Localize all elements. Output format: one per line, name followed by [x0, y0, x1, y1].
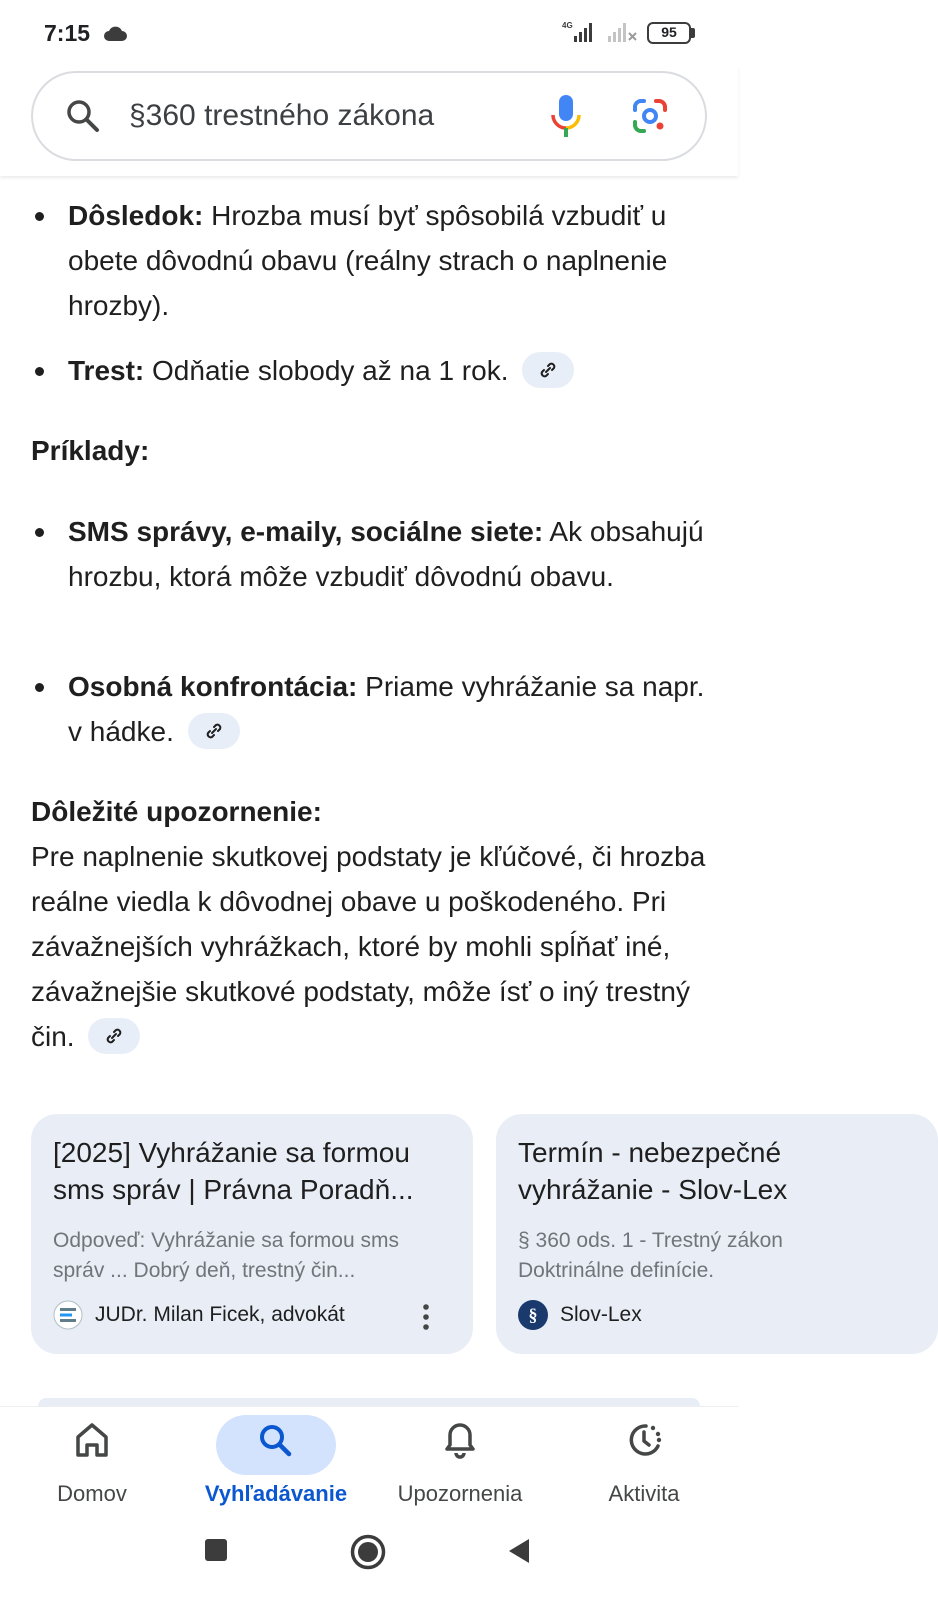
nav-item-notifications[interactable]	[380, 1407, 540, 1515]
source-card-title[interactable]: Termín - nebezpečné vyhrážanie - Slov-Lex	[518, 1137, 788, 1205]
nav-item-activity[interactable]	[564, 1407, 724, 1515]
battery-tip	[691, 28, 695, 38]
search-icon[interactable]	[65, 98, 101, 134]
important-note	[31, 834, 721, 1059]
source-link-chip[interactable]	[522, 352, 574, 388]
home-button-icon[interactable]	[350, 1534, 386, 1570]
site-logo-icon	[53, 1300, 83, 1330]
bullet-punishment	[68, 348, 718, 393]
source-card-site	[53, 1298, 345, 1332]
bullet-consequence-label: Dôsledok:	[68, 200, 204, 231]
nav-label-home: Domov	[57, 1481, 127, 1506]
svg-text:§: §	[528, 1305, 538, 1325]
microphone-icon[interactable]	[548, 93, 584, 139]
nav-label-notifications: Upozornenia	[397, 1481, 523, 1506]
source-card[interactable]	[31, 1114, 473, 1354]
bullet-punishment-text: Odňatie slobody až na 1 rok.	[144, 355, 509, 386]
important-heading: Dôležité upozornenie:	[31, 796, 322, 827]
bullet-consequence	[68, 193, 718, 328]
bullet-punishment-label: Trest:	[68, 355, 145, 386]
bell-icon	[440, 1421, 480, 1459]
source-card-snippet: § 360 ods. 1 - Trestný zákon Doktrinálne definície.	[518, 1229, 783, 1282]
source-card-site-name: Slov-Lex	[560, 1303, 642, 1326]
search-icon	[256, 1421, 296, 1459]
more-options-icon[interactable]	[421, 1302, 431, 1332]
link-icon	[104, 1026, 124, 1046]
battery-indicator: 95	[647, 22, 691, 44]
activity-icon	[624, 1421, 664, 1459]
bottom-navigation	[0, 1406, 738, 1514]
signal-no-service-icon	[606, 20, 640, 44]
source-card[interactable]	[496, 1114, 938, 1354]
lens-icon[interactable]	[631, 97, 669, 135]
bullet-sms-label: SMS správy, e-maily, sociálne siete:	[68, 516, 544, 547]
ai-overview-content	[0, 176, 788, 1406]
status-time: 7:15	[44, 20, 91, 46]
status-bar	[0, 0, 738, 66]
nav-label-activity: Aktivita	[608, 1481, 680, 1506]
link-icon	[538, 360, 558, 380]
bullet-confrontation-label: Osobná konfrontácia:	[68, 671, 358, 702]
nav-item-search[interactable]	[196, 1407, 356, 1515]
examples-heading: Príklady:	[31, 435, 150, 466]
home-icon	[72, 1421, 112, 1459]
paragraph-logo-icon	[518, 1300, 548, 1330]
network-type: 4G	[562, 21, 573, 30]
source-link-chip[interactable]	[188, 713, 240, 749]
signal-icon	[560, 20, 600, 44]
bullet-sms	[68, 509, 718, 599]
source-card-site-name: JUDr. Milan Ficek, advokát	[95, 1303, 345, 1326]
bullet-consequence-text: Hrozba musí byť spôsobilá vzbudiť u obete dôvodnú obavu (reálny strach o naplnenie hrozby).	[68, 200, 668, 321]
search-box[interactable]	[31, 71, 707, 161]
bullet-confrontation-text: Priame vyhrážanie sa napr. v hádke.	[68, 671, 705, 747]
search-input[interactable]: §360 trestného zákona	[129, 99, 435, 132]
link-icon	[204, 721, 224, 741]
bullet-confrontation	[68, 664, 718, 754]
source-card-snippet: Odpoveď: Vyhrážanie sa formou sms správ ... Dobrý deň, trestný čin...	[53, 1229, 399, 1282]
cloud-icon	[102, 24, 128, 42]
source-link-chip[interactable]	[88, 1018, 140, 1054]
nav-item-home[interactable]	[12, 1407, 172, 1515]
bullet-sms-text: Ak obsahujú hrozbu, ktorá môže vzbudiť dôvodnú obavu.	[68, 516, 704, 592]
system-navigation-bar	[0, 1514, 738, 1600]
source-card-title[interactable]: [2025] Vyhrážanie sa formou sms správ | Právna Poradň...	[53, 1137, 414, 1205]
next-card-peek	[38, 1398, 700, 1406]
search-header	[0, 66, 738, 176]
recents-button-icon[interactable]	[204, 1538, 228, 1562]
nav-label-search: Vyhľadávanie	[204, 1481, 348, 1506]
important-note-text: Pre naplnenie skutkovej podstaty je kľúčové, či hrozba reálne viedla k dôvodnej obave u poškodeného. Pri závažnejších vyhrážkach, ktoré by mohli spĺňať iné, závažnejšie skutkové podstaty, môže ísť o iný trestný čin.	[31, 841, 706, 1052]
source-card-site	[518, 1298, 642, 1332]
back-button-icon[interactable]	[507, 1538, 531, 1564]
